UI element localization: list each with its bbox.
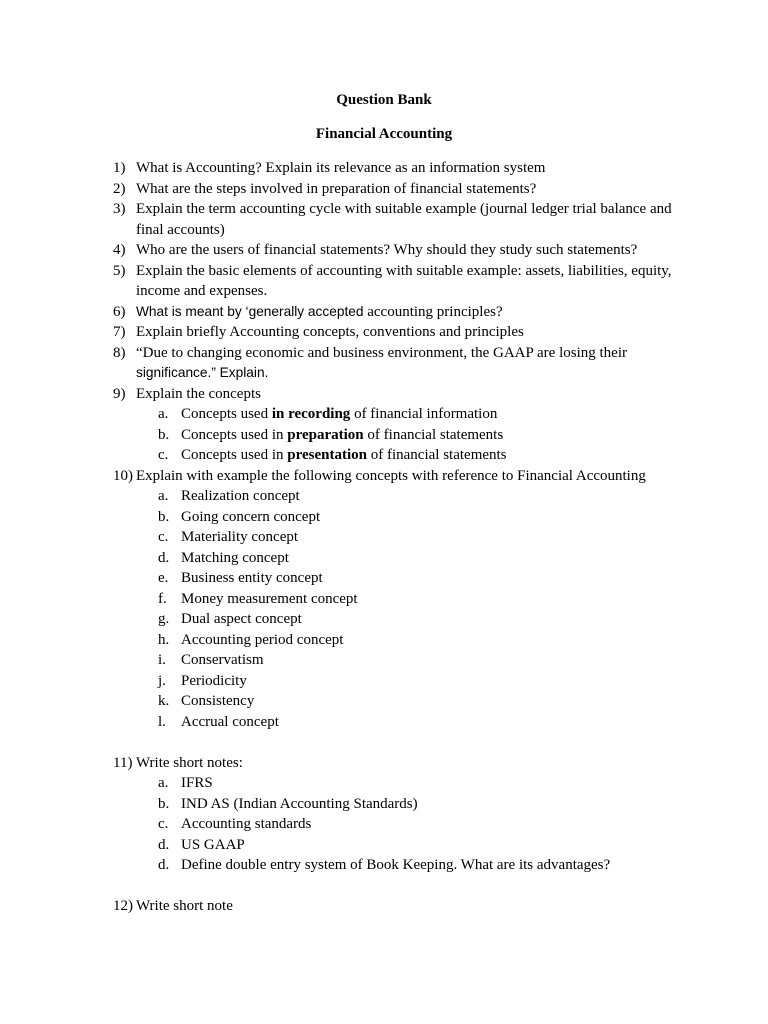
sub-item-text: IND AS (Indian Accounting Standards) — [181, 795, 418, 812]
question-body — [136, 466, 646, 487]
question-item-1 — [113, 158, 733, 179]
sub-item-text: Periodicity — [181, 672, 247, 689]
sub-item-letter: j. — [158, 672, 166, 689]
question-text-serif-part: accounting principles? — [363, 303, 503, 320]
sub-item-text: Money measurement concept — [181, 590, 358, 607]
sub-item-text-start: Concepts used — [181, 406, 272, 422]
question-item-7 — [113, 322, 733, 343]
sub-item-letter: d. — [158, 836, 170, 853]
question-body — [136, 753, 243, 774]
question-body — [136, 384, 261, 405]
sub-item-text: Business entity concept — [181, 570, 323, 586]
sub-item — [158, 404, 733, 425]
sub-item-text-end: of financial information — [350, 406, 498, 422]
question-number: 7) — [113, 324, 126, 340]
sub-item-letter: e. — [158, 570, 169, 586]
sub-item — [158, 650, 733, 671]
question-text-sans-part: What is meant by ‘generally accepted — [136, 303, 364, 319]
sub-item — [158, 486, 733, 507]
sub-item-letter: k. — [158, 693, 170, 709]
sub-item-letter: d. — [158, 549, 170, 566]
question-number: 2) — [113, 180, 126, 197]
bold-term: preparation — [287, 426, 364, 443]
question-number: 9) — [113, 385, 126, 402]
sub-item-text-start: Concepts used in — [181, 447, 288, 463]
sub-item-text: Define double entry system of Book Keeping. What are its advantages? — [181, 857, 611, 873]
sub-item-letter: h. — [158, 631, 170, 648]
bold-term: in recording — [271, 406, 351, 422]
sub-item-letter: d. — [158, 857, 170, 873]
sub-item-letter: l. — [158, 713, 166, 730]
sub-item-letter: g. — [158, 611, 170, 627]
bold-term: presentation — [287, 447, 367, 463]
sub-item — [158, 814, 733, 835]
question-number: 5) — [113, 262, 126, 279]
question-number: 1) — [113, 160, 126, 176]
sub-item-letter: c. — [158, 529, 169, 545]
sub-item-text: Going concern concept — [181, 508, 321, 525]
sub-item-text — [181, 404, 497, 425]
question-text: Explain the basic elements of accounting with suitable example: assets, liabilities, equity, — [136, 262, 672, 279]
question-number: 11) — [113, 754, 133, 771]
sub-item-text: Consistency — [181, 693, 255, 709]
sub-item-text-end: of financial statements — [363, 426, 504, 443]
sub-item-text: Accrual concept — [181, 713, 279, 730]
sub-item-text: IFRS — [181, 775, 213, 791]
question-item-5 — [113, 261, 733, 302]
question-text-continued: significance.” Explain. — [136, 365, 269, 380]
sub-item — [158, 527, 733, 548]
question-text: Who are the users of financial statements? Why should they study such statements? — [136, 242, 638, 258]
sub-item-text — [181, 425, 503, 446]
sub-item-text: Realization concept — [181, 488, 300, 504]
blank-line — [113, 732, 733, 753]
sub-item-text: US GAAP — [181, 836, 245, 853]
sub-item — [158, 835, 733, 856]
question-text: “Due to changing economic and business environment, the GAAP are losing their — [136, 344, 627, 361]
sub-item-letter: b. — [158, 508, 170, 525]
question-item-3 — [113, 199, 733, 240]
question-body — [136, 302, 503, 323]
sub-item-text: Accounting standards — [181, 816, 312, 832]
sub-item-text: Materiality concept — [181, 529, 299, 545]
sub-item-text-start: Concepts used in — [181, 426, 288, 443]
sub-item — [158, 773, 733, 794]
question-text: What are the steps involved in preparation of financial statements? — [136, 180, 537, 197]
sub-item-letter: f. — [158, 590, 167, 607]
sub-item — [158, 794, 733, 815]
sub-item-letter: a. — [158, 775, 169, 791]
question-item-8 — [113, 343, 733, 384]
question-item-12 — [113, 896, 733, 917]
sub-item — [158, 671, 733, 692]
question-text: What is Accounting? Explain its relevance as an information system — [136, 160, 546, 176]
sub-item — [158, 445, 733, 466]
sub-item — [158, 855, 733, 876]
sub-item-letter: b. — [158, 795, 170, 812]
question-text: Explain the concepts — [136, 385, 261, 402]
question-body — [136, 322, 524, 343]
question-body — [136, 179, 536, 200]
document-subtitle: Financial Accounting — [315, 126, 453, 142]
question-number: 12) — [113, 898, 133, 914]
question-number: 8) — [113, 344, 126, 361]
sub-item — [158, 507, 733, 528]
sub-item-text: Dual aspect concept — [181, 611, 302, 627]
sub-item-letter: c. — [158, 816, 169, 832]
question-number: 3) — [113, 201, 126, 217]
question-text: Explain the term accounting cycle with suitable example (journal ledger trial balance and — [136, 201, 672, 217]
sub-item-letter: a. — [158, 488, 169, 504]
sub-item-letter: a. — [158, 406, 169, 422]
question-item-6 — [113, 302, 733, 323]
sub-item-letter: b. — [158, 426, 170, 443]
question-item-11 — [113, 753, 733, 774]
sub-item — [158, 548, 733, 569]
question-item-2 — [113, 179, 733, 200]
sub-item — [158, 589, 733, 610]
blank-line — [113, 876, 733, 897]
question-body — [136, 343, 627, 384]
question-number: 10) — [113, 467, 133, 484]
question-text — [136, 302, 503, 323]
document-title: Question Bank — [336, 92, 432, 108]
question-text: Explain briefly Accounting concepts, conventions and principles — [136, 324, 524, 340]
question-body — [136, 261, 672, 302]
question-number: 6) — [113, 303, 126, 320]
question-body — [136, 896, 233, 917]
sub-item — [158, 691, 733, 712]
question-item-9 — [113, 384, 733, 405]
question-text-continued: final accounts) — [136, 221, 225, 238]
sub-item-text — [181, 445, 507, 466]
sub-item — [158, 609, 733, 630]
question-text-continued: income and expenses. — [136, 283, 268, 299]
sub-item-text: Matching concept — [181, 549, 289, 566]
sub-item — [158, 630, 733, 651]
sub-item — [158, 568, 733, 589]
question-text: Explain with example the following concepts with reference to Financial Accounting — [136, 467, 646, 484]
sub-item-text: Conservatism — [181, 652, 264, 668]
sub-item-text: Accounting period concept — [181, 631, 344, 648]
question-item-4 — [113, 240, 733, 261]
question-item-10 — [113, 466, 733, 487]
question-text: Write short notes: — [136, 754, 243, 771]
sub-item — [158, 425, 733, 446]
question-body — [136, 158, 545, 179]
question-body — [136, 240, 637, 261]
question-number: 4) — [113, 242, 126, 258]
sub-item-letter: i. — [158, 652, 166, 668]
question-body — [136, 199, 672, 240]
question-list — [113, 158, 733, 917]
sub-item-letter: c. — [158, 447, 169, 463]
question-text: Write short note — [136, 898, 233, 914]
sub-item — [158, 712, 733, 733]
sub-item-text-end: of financial statements — [366, 447, 507, 463]
